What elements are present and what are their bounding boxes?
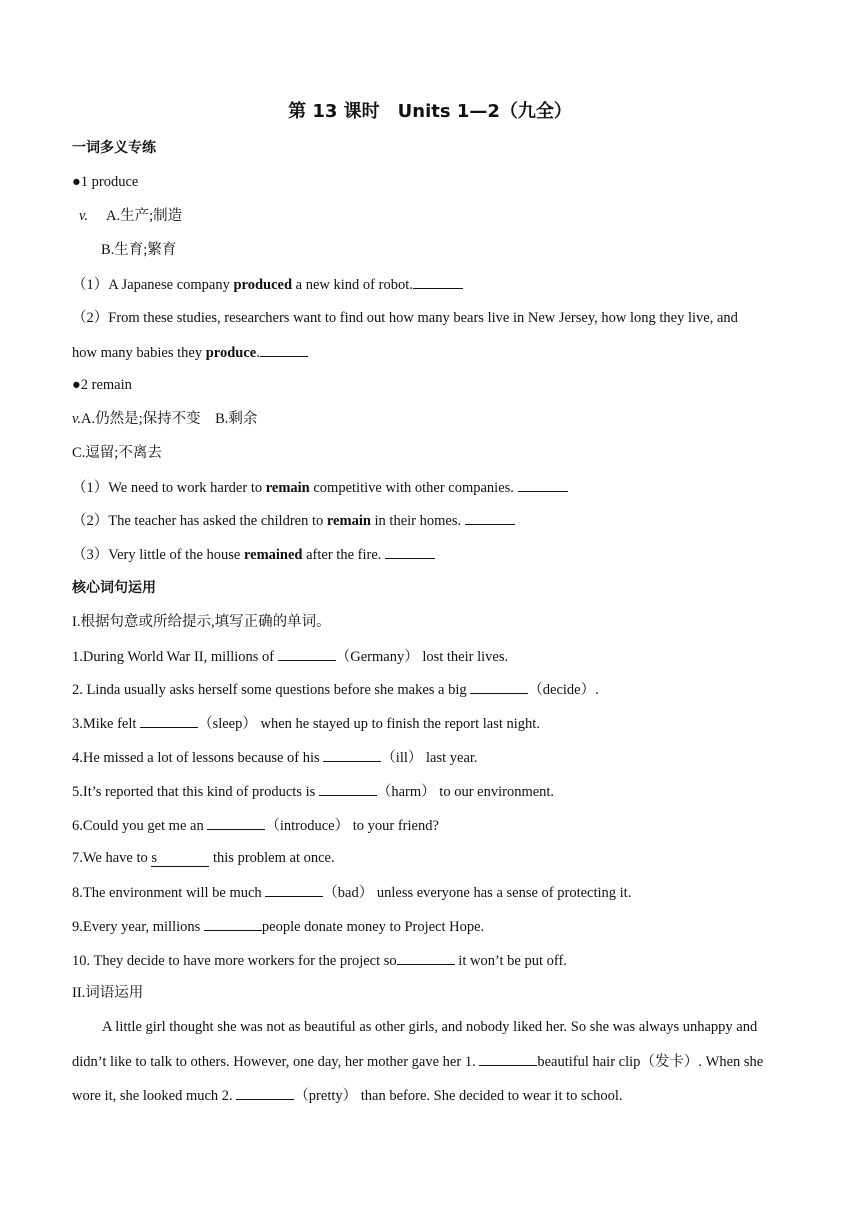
answer-blank[interactable] (413, 274, 463, 289)
question-4: 4.He missed a lot of lessons because of his （ill） last year. (72, 747, 478, 768)
keyword: produce (205, 345, 257, 361)
answer-blank[interactable] (278, 646, 336, 661)
remain-sentence-2: （2）The teacher has asked the children to remain in their homes. (72, 510, 515, 531)
answer-blank[interactable] (140, 713, 198, 728)
answer-blank[interactable] (265, 882, 323, 897)
produce-sentence-2-line-1: （2）From these studies, researchers want to find out how many bears live in New Jersey, how long they live, and (72, 310, 738, 326)
question-9: 9.Every year, millions people donate money to Project Hope. (72, 916, 484, 937)
pos-tag: v. (79, 208, 88, 224)
remain-sentence-1: （1）We need to work harder to remain competitive with other companies. (72, 477, 568, 498)
keyword: remain (326, 513, 371, 529)
keyword: remain (265, 480, 310, 496)
answer-blank[interactable] (323, 747, 381, 762)
section-heading-core: 核心词句运用 (72, 580, 156, 596)
part-1-instructions: I.根据句意或所给提示,填写正确的单词。 (72, 614, 331, 630)
remain-meanings-ab: v.A.仍然是;保持不变 B.剩余 (72, 411, 258, 427)
answer-blank[interactable] (319, 781, 377, 796)
question-8: 8.The environment will be much （bad） unless everyone has a sense of protecting it. (72, 882, 631, 903)
answer-blank[interactable] (260, 342, 308, 357)
answer-blank[interactable] (518, 477, 568, 492)
pos-tag: v. (72, 411, 81, 427)
passage-line-3: wore it, she looked much 2. （pretty） than before. She decided to wear it to school. (72, 1085, 622, 1106)
page-title: 第 13 课时 Units 1—2（九全） (288, 101, 572, 122)
answer-blank[interactable] (470, 679, 528, 694)
produce-meaning-a (79, 206, 182, 226)
answer-blank[interactable] (151, 850, 209, 867)
section-heading-polysemy: 一词多义专练 (72, 140, 156, 156)
produce-sentence-2-line-2: how many babies they produce. (72, 342, 308, 363)
answer-blank[interactable] (204, 916, 262, 931)
question-2: 2. Linda usually asks herself some questions before she makes a big （decide）. (72, 679, 599, 700)
answer-blank[interactable] (465, 510, 515, 525)
remain-meaning-c: C.逗留;不离去 (72, 445, 162, 461)
answer-blank[interactable] (207, 815, 265, 830)
answer-blank[interactable] (397, 950, 455, 965)
answer-blank[interactable] (385, 544, 435, 559)
remain-sentence-3: （3）Very little of the house remained after the fire. (72, 544, 435, 565)
passage-line-2: didn’t like to talk to others. However, one day, her mother gave her 1. beautiful hair clip（发卡）. When she (72, 1051, 763, 1072)
answer-blank[interactable] (236, 1085, 294, 1100)
produce-sentence-1: （1）A Japanese company produced a new kind of robot. (72, 274, 463, 295)
keyword: remained (243, 547, 303, 563)
question-10: 10. They decide to have more workers for the project so it won’t be put off. (72, 950, 567, 971)
passage-line-1: A little girl thought she was not as beautiful as other girls, and nobody liked her. So she was always unhappy and (102, 1019, 758, 1035)
part-2-title: II.词语运用 (72, 985, 144, 1001)
answer-blank[interactable] (479, 1051, 537, 1066)
initial-letter-hint: s (151, 850, 158, 866)
word-label-produce: ●1 produce (72, 174, 139, 190)
question-1: 1.During World War II, millions of （Germany） lost their lives. (72, 646, 508, 667)
produce-meaning-b: B.生育;繁育 (101, 242, 177, 258)
question-7: 7.We have to s this problem at once. (72, 850, 335, 866)
keyword: produced (233, 277, 293, 293)
word-label-remain: ●2 remain (72, 377, 132, 393)
option-a: A.生产;制造 (106, 208, 183, 224)
question-3: 3.Mike felt （sleep） when he stayed up to finish the report last night. (72, 713, 540, 734)
question-6: 6.Could you get me an （introduce） to your friend? (72, 815, 439, 836)
question-5: 5.It’s reported that this kind of products is （harm） to our environment. (72, 781, 554, 802)
